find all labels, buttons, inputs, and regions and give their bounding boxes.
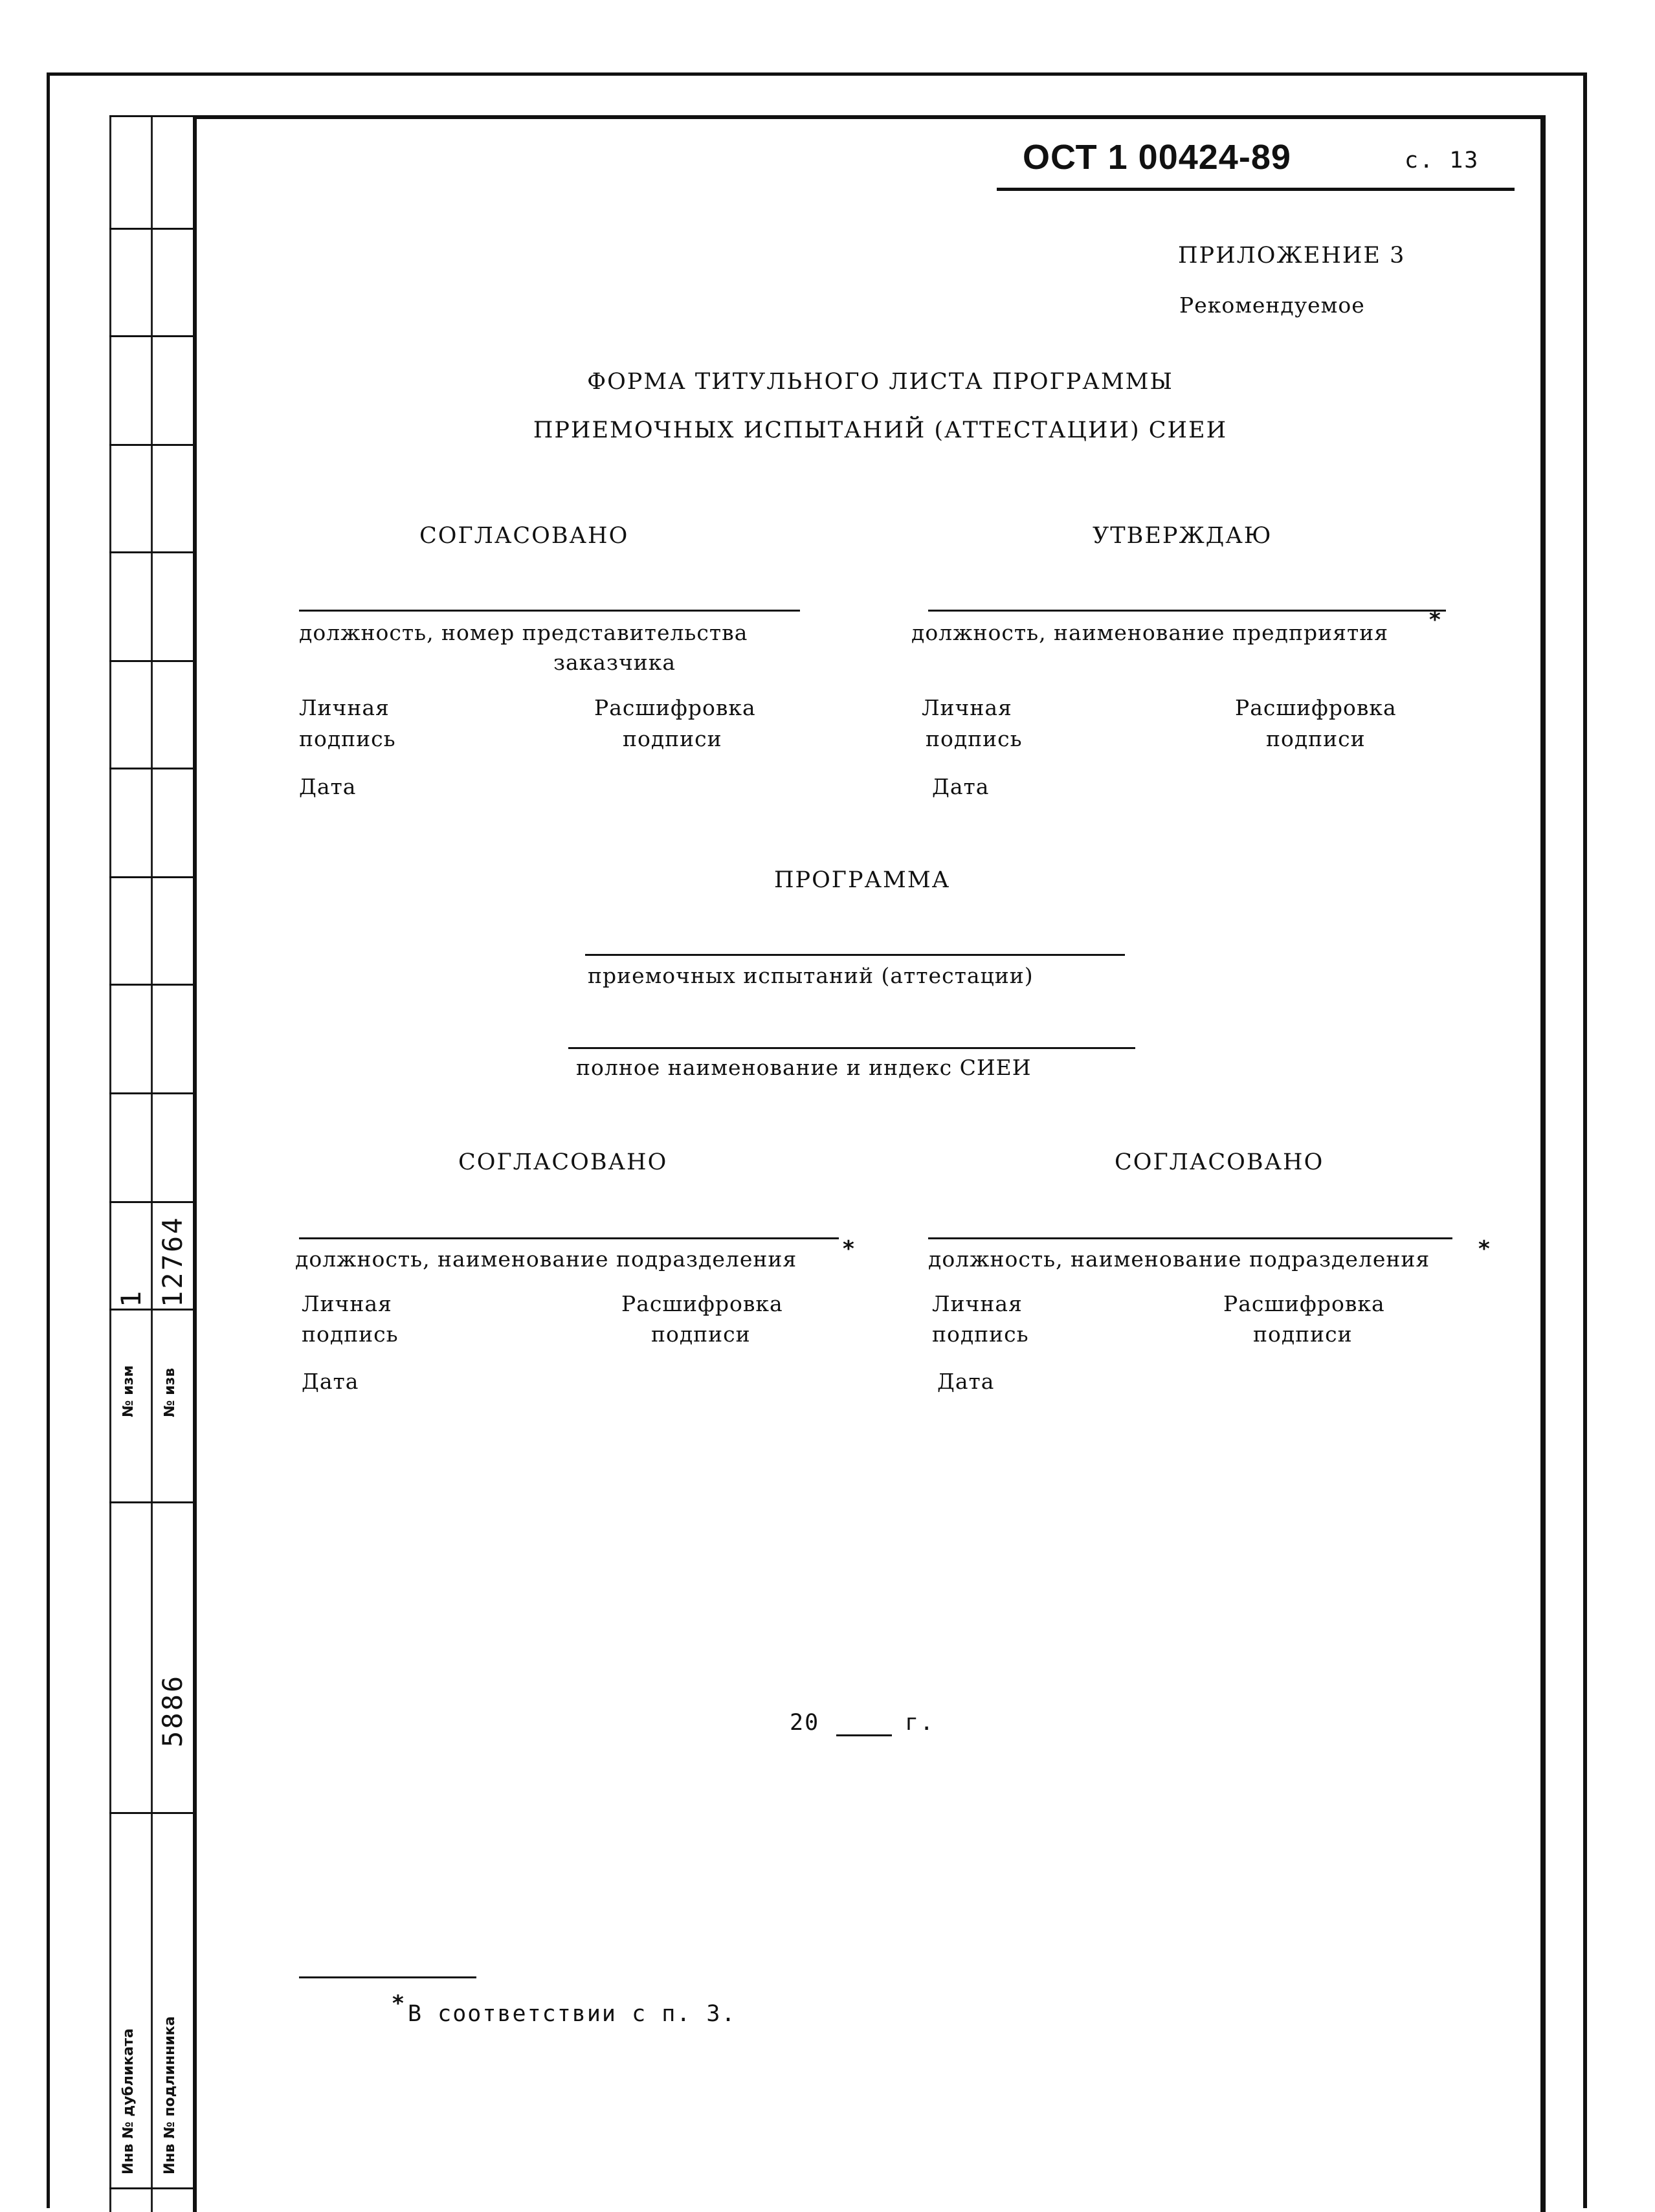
duplicate-inventory-label: Инв № дубликата: [120, 2028, 137, 2174]
year-blank-line: [836, 1734, 892, 1736]
appendix-title: ПРИЛОЖЕНИЕ 3: [1178, 243, 1406, 269]
top-right-date-label: Дата: [932, 774, 990, 799]
top-left-decode-label-2: подписи: [623, 726, 722, 751]
top-left-signature-label-1: Личная: [299, 695, 390, 720]
bottom-left-signature-label-2: подпись: [302, 1322, 399, 1347]
top-right-signature-line: [928, 610, 1446, 612]
top-left-date-label: Дата: [299, 774, 357, 799]
program-object-line: [568, 1047, 1135, 1049]
bottom-right-heading: СОГЛАСОВАНО: [1115, 1149, 1324, 1175]
header-rule: [997, 188, 1515, 191]
strip-col-left: [109, 115, 111, 2212]
bottom-right-signature-label-2: подпись: [932, 1322, 1029, 1347]
program-caption-1: приемочных испытаний (аттестации): [588, 963, 1034, 988]
form-title-line1: ФОРМА ТИТУЛЬНОГО ЛИСТА ПРОГРАММЫ: [587, 369, 1173, 395]
notice-number-label: № изв: [162, 1367, 178, 1417]
footnote-text: В соответствии с п. 3.: [408, 2001, 737, 2027]
bottom-right-signature-label-1: Личная: [932, 1291, 1023, 1316]
original-inventory-value: 5886: [157, 1674, 188, 1747]
top-right-decode-label-1: Расшифровка: [1235, 695, 1397, 720]
program-caption-2: полное наименование и индекс СИЕИ: [576, 1055, 1032, 1080]
bottom-left-footnote-mark: *: [843, 1236, 854, 1262]
bottom-left-decode-label-1: Расшифровка: [621, 1291, 783, 1316]
change-number-label: № изм: [120, 1365, 137, 1417]
top-left-decode-label-1: Расшифровка: [594, 695, 756, 720]
bottom-left-date-label: Дата: [302, 1369, 359, 1394]
notice-number-value: 12764: [157, 1215, 188, 1307]
bottom-left-decode-label-2: подписи: [651, 1322, 751, 1347]
top-right-footnote-mark: *: [1429, 607, 1441, 633]
bottom-right-signature-line: [928, 1237, 1452, 1239]
document-code: ОСТ 1 00424-89: [1023, 138, 1291, 177]
change-number-value: 1: [115, 1288, 147, 1307]
bottom-right-date-label: Дата: [937, 1369, 995, 1394]
top-right-caption: должность, наименование предприятия: [911, 620, 1389, 645]
bottom-right-decode-label-1: Расшифровка: [1223, 1291, 1385, 1316]
bottom-right-caption: должность, наименование подразделения: [928, 1246, 1430, 1272]
top-left-signature-label-2: подпись: [299, 726, 396, 751]
bottom-left-heading: СОГЛАСОВАНО: [458, 1149, 668, 1175]
top-left-caption-2: заказчика: [553, 650, 676, 675]
appendix-status: Рекомендуемое: [1179, 293, 1365, 318]
top-right-heading: УТВЕРЖДАЮ: [1093, 523, 1272, 549]
top-right-decode-label-2: подписи: [1266, 726, 1366, 751]
top-left-heading: СОГЛАСОВАНО: [419, 523, 629, 549]
bottom-left-signature-label-1: Личная: [302, 1291, 392, 1316]
top-right-signature-label-1: Личная: [922, 695, 1012, 720]
bottom-left-signature-line: [299, 1237, 839, 1239]
top-left-caption-1: должность, номер представительства: [299, 620, 748, 645]
strip-col-right: [151, 115, 153, 2212]
program-name-line: [585, 954, 1125, 956]
original-inventory-label: Инв № подлинника: [162, 2016, 178, 2174]
page-number: с. 13: [1405, 148, 1480, 173]
year-suffix: г.: [905, 1710, 935, 1736]
bottom-right-decode-label-2: подписи: [1253, 1322, 1353, 1347]
top-left-signature-line: [299, 610, 800, 612]
year-prefix: 20: [790, 1710, 820, 1736]
bottom-left-caption: должность, наименование подразделения: [295, 1246, 797, 1272]
form-title-line2: ПРИЕМОЧНЫХ ИСПЫТАНИЙ (АТТЕСТАЦИИ) СИЕИ: [533, 417, 1228, 443]
top-right-signature-label-2: подпись: [926, 726, 1023, 751]
footnote-rule: [299, 1976, 476, 1978]
program-heading: ПРОГРАММА: [774, 867, 951, 893]
footnote-mark: *: [392, 1991, 404, 2017]
bottom-right-footnote-mark: *: [1478, 1236, 1490, 1262]
